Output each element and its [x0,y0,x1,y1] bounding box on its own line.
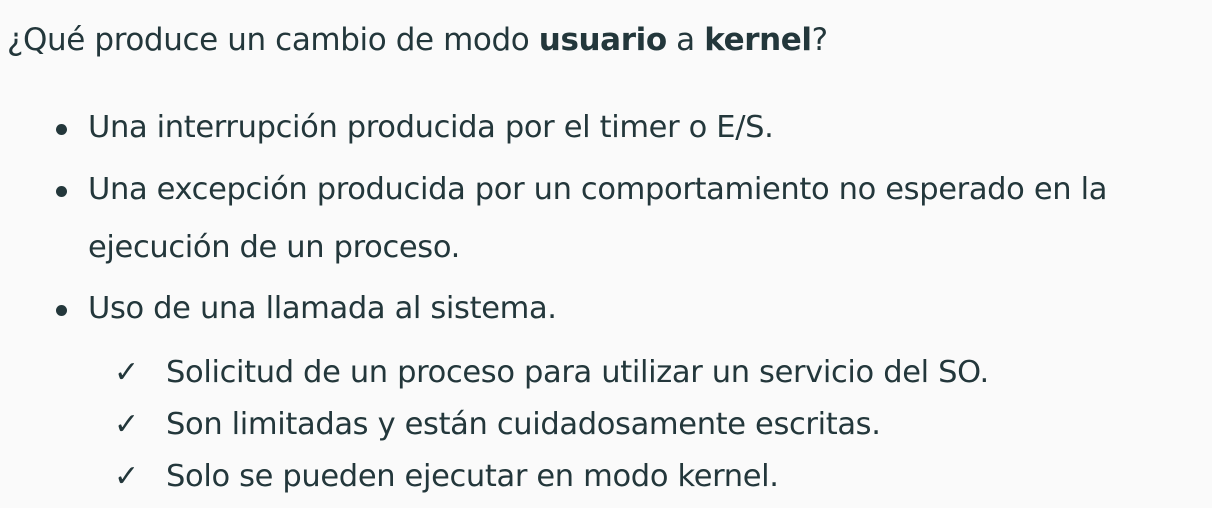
bullet-dot-icon [56,124,67,135]
question-term-usuario: usuario [538,22,667,58]
question-heading [7,18,828,62]
sub-item-modo-kernel [114,451,779,503]
sub-item-limitadas [114,399,881,451]
check-icon: ✓ [114,355,139,390]
sub-item-text: Solicitud de un proceso para utilizar un servicio del SO. [166,355,989,390]
bullet-item-excepcion [88,161,1203,277]
question-prefix: ¿Qué produce un cambio de modo [7,22,539,58]
bullet-item-interrupcion [88,99,1203,157]
bullet-dot-icon [56,186,67,197]
bullet-item-llamada-sistema [88,280,1203,338]
bullet-text: Una interrupción producida por el timer o E/S. [88,110,774,145]
bullet-dot-icon [56,305,67,316]
sub-item-text: Son limitadas y están cuidadosamente escritas. [166,407,881,442]
question-term-kernel: kernel [704,22,812,58]
sub-item-text: Solo se pueden ejecutar en modo kernel. [166,459,779,494]
question-middle: a [666,22,705,58]
bullet-text: Una excepción producida por un comportamiento no esperado en la ejecución de un proceso. [88,172,1108,265]
check-icon: ✓ [114,459,139,494]
sub-item-solicitud [114,347,989,399]
question-suffix: ? [811,22,828,58]
check-icon: ✓ [114,407,139,442]
bullet-text: Uso de una llamada al sistema. [88,291,557,326]
